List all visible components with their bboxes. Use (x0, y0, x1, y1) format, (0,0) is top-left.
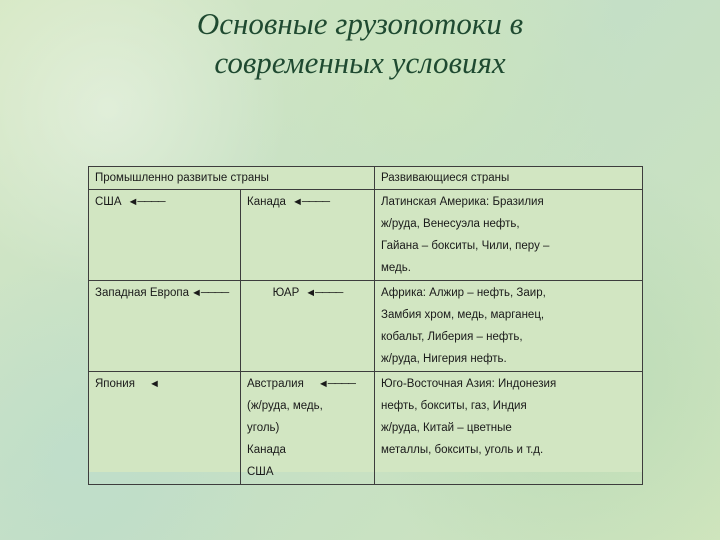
developing-cell (375, 190, 643, 281)
cargo-flows-table (88, 166, 643, 478)
developing-line: медь. (381, 262, 411, 274)
slide-title-line-2: современных условиях (214, 45, 506, 80)
developed-cell (241, 281, 375, 372)
developing-line: нефть, бокситы, газ, Индия (381, 400, 527, 412)
arrow-icon: ◄──── (291, 196, 330, 208)
table-header-row (89, 167, 643, 190)
developing-line: ж/руда, Венесуэла нефть, (381, 218, 520, 230)
developed-cell (241, 190, 375, 281)
slide-title (0, 4, 720, 82)
header-developed: Промышленно развитые страны (89, 167, 375, 190)
arrow-icon: ◄──── (317, 378, 355, 390)
developed-line: Канада (247, 444, 286, 456)
developing-line: ж/руда, Китай – цветные (381, 422, 512, 434)
developing-cell (375, 372, 643, 485)
developed-line: США (247, 466, 274, 478)
table-row (89, 281, 643, 372)
developing-line: металлы, бокситы, уголь и т.д. (381, 444, 544, 456)
developing-line: кобальт, Либерия – нефть, (381, 331, 523, 343)
developed-cell (89, 190, 241, 281)
developed-line: уголь) (247, 422, 280, 434)
developing-line: Гайана – бокситы, Чили, перу – (381, 240, 550, 252)
developing-line: Замбия хром, медь, марганец, (381, 309, 545, 321)
slide-title-line-1: Основные грузопотоки в (196, 6, 524, 41)
arrow-icon: ◄ (148, 378, 159, 390)
developed-line: Австралия ◄──── (247, 378, 355, 390)
developed-line: (ж/руда, медь, (247, 400, 323, 412)
developing-cell (375, 281, 643, 372)
developed-country: ЮАР (272, 287, 300, 299)
developed-cell (89, 281, 241, 372)
developing-line: Юго-Восточная Азия: Индонезия (381, 378, 557, 390)
arrow-icon: ◄──── (127, 196, 165, 208)
developing-line: Латинская Америка: Бразилия (381, 196, 544, 208)
developing-line: Африка: Алжир – нефть, Заир, (381, 287, 546, 299)
developed-country: Западная Европа (95, 287, 190, 299)
developed-country: Канада (247, 196, 286, 208)
developed-country: США (95, 196, 122, 208)
arrow-icon: ◄──── (305, 287, 343, 299)
arrow-icon: ◄──── (191, 287, 229, 299)
table-row (89, 190, 643, 281)
header-developing: Развивающиеся страны (375, 167, 643, 190)
developed-cell (89, 372, 241, 485)
table-row (89, 372, 643, 485)
developed-cell (241, 372, 375, 485)
developing-line: ж/руда, Нигерия нефть. (381, 353, 507, 365)
developed-country: Япония (95, 378, 135, 390)
